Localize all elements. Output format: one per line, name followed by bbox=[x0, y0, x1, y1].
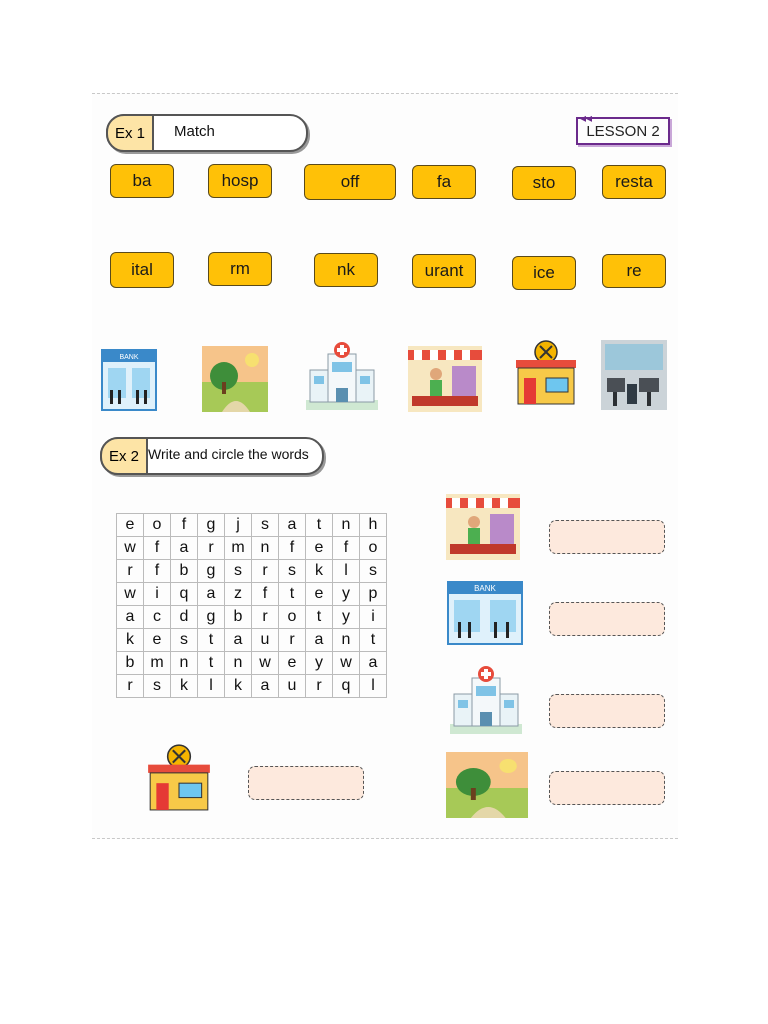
grid-cell[interactable]: s bbox=[144, 675, 171, 698]
store-icon bbox=[446, 494, 520, 560]
grid-cell[interactable]: t bbox=[198, 652, 225, 675]
grid-cell[interactable]: e bbox=[117, 514, 144, 537]
answer-box-bank[interactable] bbox=[549, 602, 665, 636]
grid-cell[interactable]: i bbox=[144, 583, 171, 606]
syllable-ice[interactable]: ice bbox=[512, 256, 576, 290]
grid-cell[interactable]: w bbox=[117, 537, 144, 560]
grid-cell[interactable]: k bbox=[171, 675, 198, 698]
farm-icon bbox=[446, 752, 528, 818]
grid-cell[interactable]: b bbox=[117, 652, 144, 675]
syllable-rm[interactable]: rm bbox=[208, 252, 272, 286]
grid-cell[interactable]: r bbox=[279, 629, 306, 652]
grid-cell[interactable]: n bbox=[252, 537, 279, 560]
grid-cell[interactable]: e bbox=[306, 537, 333, 560]
answer-box-farm[interactable] bbox=[549, 771, 665, 805]
grid-cell[interactable]: r bbox=[252, 560, 279, 583]
grid-cell[interactable]: f bbox=[252, 583, 279, 606]
syllable-sto[interactable]: sto bbox=[512, 166, 576, 200]
syllable-ital[interactable]: ital bbox=[110, 252, 174, 288]
grid-cell[interactable]: f bbox=[279, 537, 306, 560]
grid-row bbox=[117, 537, 387, 560]
grid-cell[interactable]: w bbox=[252, 652, 279, 675]
grid-cell[interactable]: g bbox=[198, 514, 225, 537]
grid-cell[interactable]: w bbox=[117, 583, 144, 606]
grid-cell[interactable]: n bbox=[225, 652, 252, 675]
syllable-fa[interactable]: fa bbox=[412, 165, 476, 199]
grid-cell[interactable]: o bbox=[279, 606, 306, 629]
grid-cell[interactable]: y bbox=[333, 583, 360, 606]
syllable-hosp[interactable]: hosp bbox=[208, 164, 272, 198]
grid-cell[interactable]: w bbox=[333, 652, 360, 675]
grid-cell[interactable]: d bbox=[171, 606, 198, 629]
grid-row bbox=[117, 606, 387, 629]
answer-box-restaurant[interactable] bbox=[248, 766, 364, 800]
grid-cell[interactable]: n bbox=[333, 629, 360, 652]
ex2-badge: Ex 2 bbox=[100, 437, 148, 475]
answer-box-store[interactable] bbox=[549, 520, 665, 554]
restaurant-icon bbox=[144, 742, 214, 812]
grid-cell[interactable]: b bbox=[171, 560, 198, 583]
grid-cell[interactable]: k bbox=[225, 675, 252, 698]
ex1-header bbox=[106, 114, 308, 152]
grid-cell[interactable]: m bbox=[144, 652, 171, 675]
farm-icon bbox=[202, 346, 268, 412]
grid-cell[interactable]: y bbox=[333, 606, 360, 629]
grid-cell[interactable]: s bbox=[360, 560, 387, 583]
grid-cell[interactable]: r bbox=[117, 675, 144, 698]
grid-cell[interactable]: r bbox=[198, 537, 225, 560]
grid-cell[interactable]: a bbox=[117, 606, 144, 629]
grid-cell[interactable]: r bbox=[117, 560, 144, 583]
grid-cell[interactable]: u bbox=[279, 675, 306, 698]
grid-cell[interactable]: o bbox=[360, 537, 387, 560]
syllable-resta[interactable]: resta bbox=[602, 165, 666, 199]
grid-cell[interactable]: t bbox=[360, 629, 387, 652]
grid-cell[interactable]: q bbox=[171, 583, 198, 606]
bank-sign: BANK bbox=[119, 354, 139, 361]
grid-cell[interactable]: r bbox=[252, 606, 279, 629]
grid-cell[interactable]: l bbox=[333, 560, 360, 583]
bank-sign: BANK bbox=[474, 584, 496, 593]
lesson-label: LESSON 2 bbox=[576, 117, 670, 145]
syllable-ba[interactable]: ba bbox=[110, 164, 174, 198]
grid-cell[interactable]: t bbox=[306, 514, 333, 537]
grid-cell[interactable]: k bbox=[306, 560, 333, 583]
grid-cell[interactable]: t bbox=[279, 583, 306, 606]
grid-row bbox=[117, 560, 387, 583]
grid-cell[interactable]: s bbox=[252, 514, 279, 537]
grid-row bbox=[117, 583, 387, 606]
grid-cell[interactable]: r bbox=[306, 675, 333, 698]
grid-cell[interactable]: l bbox=[360, 675, 387, 698]
grid-cell[interactable]: s bbox=[279, 560, 306, 583]
grid-row bbox=[117, 514, 387, 537]
grid-cell[interactable]: q bbox=[333, 675, 360, 698]
hospital-icon bbox=[304, 340, 380, 412]
grid-cell[interactable]: j bbox=[225, 514, 252, 537]
grid-cell[interactable]: y bbox=[306, 652, 333, 675]
ex1-title: Match bbox=[174, 123, 215, 140]
grid-cell[interactable]: g bbox=[198, 560, 225, 583]
grid-cell[interactable]: o bbox=[144, 514, 171, 537]
syllable-nk[interactable]: nk bbox=[314, 253, 378, 287]
grid-cell[interactable]: e bbox=[306, 583, 333, 606]
syllable-off[interactable]: off bbox=[304, 164, 396, 200]
grid-cell[interactable]: f bbox=[144, 560, 171, 583]
grid-cell[interactable]: f bbox=[144, 537, 171, 560]
grid-cell[interactable]: b bbox=[225, 606, 252, 629]
syllable-re[interactable]: re bbox=[602, 254, 666, 288]
grid-cell[interactable]: a bbox=[306, 629, 333, 652]
grid-cell[interactable]: a bbox=[225, 629, 252, 652]
arrow-icon: ◂◂ bbox=[580, 111, 593, 125]
grid-cell[interactable]: f bbox=[171, 514, 198, 537]
ex1-badge: Ex 1 bbox=[106, 114, 154, 152]
grid-cell[interactable]: a bbox=[198, 583, 225, 606]
grid-row bbox=[117, 652, 387, 675]
grid-cell[interactable]: e bbox=[279, 652, 306, 675]
word-search-grid bbox=[116, 513, 387, 698]
grid-cell[interactable]: e bbox=[144, 629, 171, 652]
grid-cell[interactable]: z bbox=[225, 583, 252, 606]
grid-cell[interactable]: l bbox=[198, 675, 225, 698]
ex2-header bbox=[100, 437, 324, 475]
grid-cell[interactable]: n bbox=[333, 514, 360, 537]
grid-cell[interactable]: a bbox=[360, 652, 387, 675]
ex2-title: Write and circle the words bbox=[148, 446, 309, 462]
grid-cell[interactable]: h bbox=[360, 514, 387, 537]
grid-cell[interactable]: p bbox=[360, 583, 387, 606]
grid-cell[interactable]: t bbox=[198, 629, 225, 652]
grid-cell[interactable]: u bbox=[252, 629, 279, 652]
answer-box-hospital[interactable] bbox=[549, 694, 665, 728]
grid-cell[interactable]: m bbox=[225, 537, 252, 560]
store-icon bbox=[408, 346, 482, 412]
grid-row bbox=[117, 629, 387, 652]
restaurant-icon bbox=[512, 338, 580, 406]
bank-icon bbox=[446, 580, 524, 646]
grid-cell[interactable]: t bbox=[306, 606, 333, 629]
grid-cell[interactable]: a bbox=[279, 514, 306, 537]
grid-cell[interactable]: s bbox=[171, 629, 198, 652]
grid-cell[interactable]: a bbox=[252, 675, 279, 698]
bank-icon bbox=[100, 346, 158, 412]
grid-row bbox=[117, 675, 387, 698]
grid-cell[interactable]: c bbox=[144, 606, 171, 629]
office-icon bbox=[601, 340, 667, 410]
grid-cell[interactable]: a bbox=[171, 537, 198, 560]
grid-cell[interactable]: k bbox=[117, 629, 144, 652]
syllable-urant[interactable]: urant bbox=[412, 254, 476, 288]
hospital-icon bbox=[446, 664, 526, 736]
grid-cell[interactable]: i bbox=[360, 606, 387, 629]
grid-cell[interactable]: s bbox=[225, 560, 252, 583]
grid-cell[interactable]: g bbox=[198, 606, 225, 629]
grid-cell[interactable]: n bbox=[171, 652, 198, 675]
grid-cell[interactable]: f bbox=[333, 537, 360, 560]
